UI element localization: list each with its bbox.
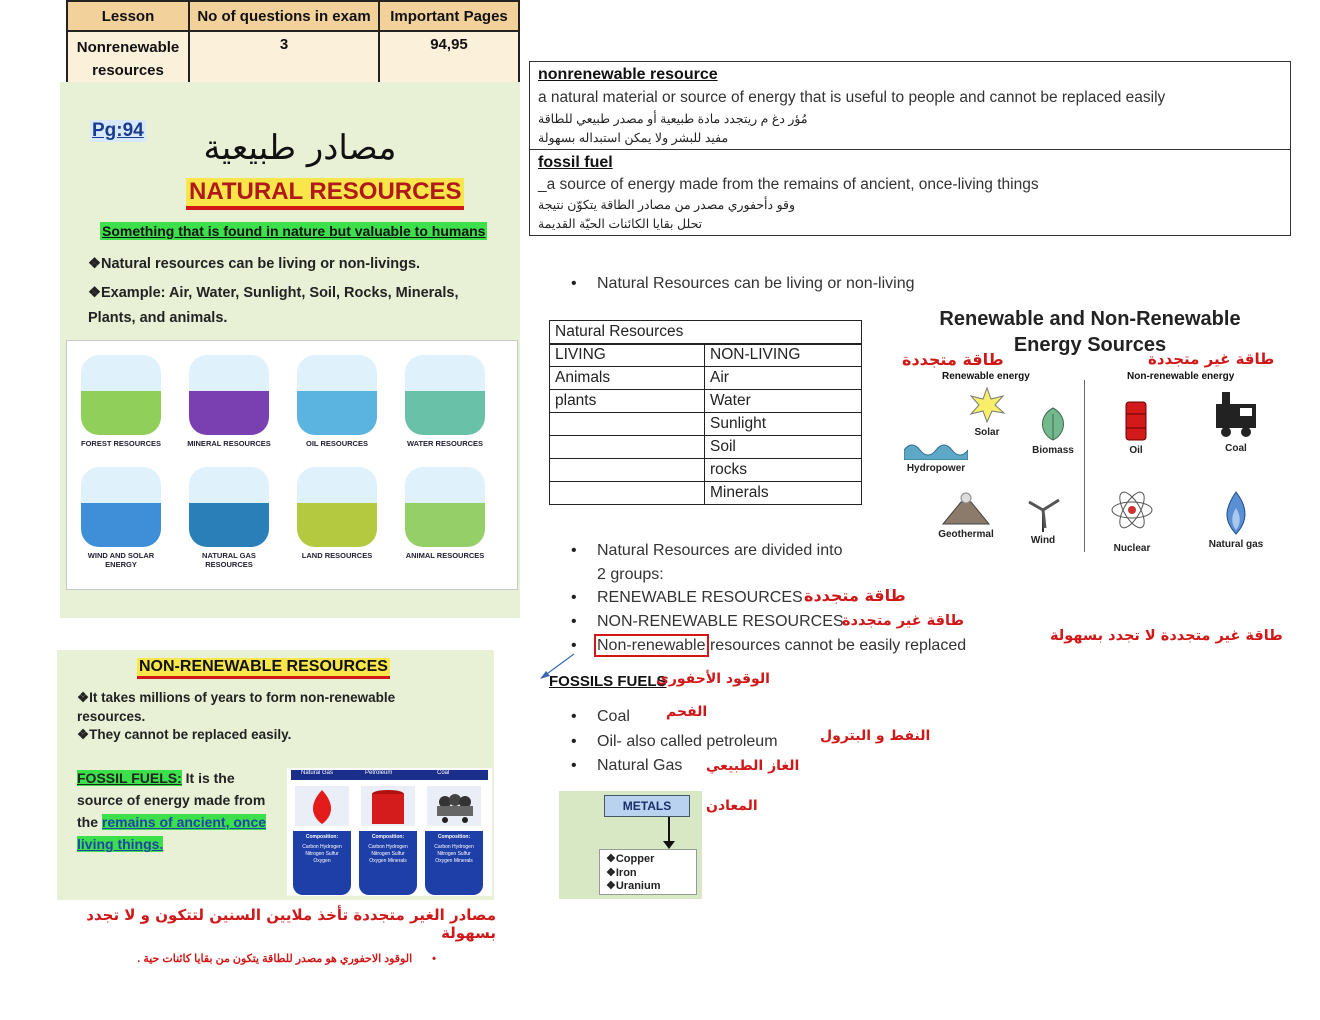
gas-ar: الغاز الطبيعي <box>706 758 800 774</box>
fossil-label: FOSSIL FUELS: <box>77 770 182 786</box>
divided-text: Natural Resources are divided into <box>597 542 843 559</box>
oil-text: Oil- also called petroleum <box>597 733 778 750</box>
wave-icon <box>904 438 968 460</box>
p-millions: ❖It takes millions of years to form non-renewable resources. <box>77 690 396 724</box>
natural-gas-item <box>1200 490 1272 550</box>
resource-label: LAND RESOURCES <box>301 551 373 560</box>
bullet-oil <box>571 733 778 751</box>
metal-item: ❖Copper <box>606 853 655 865</box>
natural-resources-slide <box>60 82 520 618</box>
fossils-heading-ar: الوقود الأحفوري <box>656 671 770 687</box>
label: Biomass <box>1032 445 1074 456</box>
label: Nuclear <box>1113 543 1151 554</box>
bullet-dot: • <box>432 953 436 965</box>
bottom-arabic-1: مصادر الغير متجددة تأخذ ملايين السنين لتتكون و لا تجدد بسهولة <box>86 906 496 942</box>
nr-cell <box>550 413 705 436</box>
cannot-text: resources cannot be easily replaced <box>705 637 967 654</box>
resource-image <box>297 355 377 435</box>
atom-icon <box>1108 480 1156 540</box>
label: Natural gas <box>1208 539 1264 550</box>
renewable-ar: طاقة متجددة <box>804 586 906 605</box>
label: Wind <box>1030 535 1056 546</box>
non-renewable-slide <box>57 650 494 900</box>
nr-cell: Animals <box>550 367 705 390</box>
wind-item <box>1020 498 1066 546</box>
resource-label: ANIMAL RESOURCES <box>405 551 485 560</box>
hydropower-item <box>902 438 970 474</box>
nr-cell <box>550 482 705 505</box>
sun-icon <box>967 386 1007 424</box>
fossils-heading: FOSSILS FUELS <box>549 673 667 690</box>
oil-ar: النفط و البترول <box>820 728 931 744</box>
resource-label: WIND AND SOLAR ENERGY <box>87 551 155 569</box>
bullet-examples: ❖Example: Air, Water, Sunlight, Soil, Rocks, Minerals, Plants, and animals. <box>88 285 459 326</box>
comp-panel <box>359 831 417 895</box>
arabic-title: مصادر طبيعية <box>203 128 397 168</box>
term-nonrenewable: nonrenewable resource <box>538 66 718 83</box>
comp-list: Carbon Hydrogen Nitrogen Sulfur Oxygen Minerals <box>368 844 408 864</box>
fossil-definition <box>77 767 267 855</box>
cell-questions: 3 <box>189 31 379 83</box>
def-nonrenewable: a natural material or source of energy that is useful to people and cannot be replaced easily <box>538 89 1166 106</box>
nr-cell: Air <box>705 367 862 390</box>
coal-text: Coal <box>597 708 630 725</box>
metals-title: METALS <box>604 795 690 817</box>
resource-label: NATURAL GAS RESOURCES <box>202 551 256 569</box>
resource-item <box>401 355 489 448</box>
nonrenewable-title: NON-RENEWABLE RESOURCES <box>137 658 390 679</box>
term-fossil-fuel: fossil fuel <box>538 154 613 171</box>
oil-barrel-icon <box>1123 400 1149 442</box>
nr-table-title: Natural Resources <box>550 321 862 344</box>
bullet-cannot-replace <box>571 637 966 655</box>
metal-item: ❖Uranium <box>606 880 661 892</box>
p-cannot: ❖They cannot be replaced easily. <box>77 727 292 742</box>
cannot-ar: طاقة غير متجددة لا تجدد بسهولة <box>1050 628 1283 644</box>
resource-label: WATER RESOURCES <box>406 439 484 448</box>
resource-item <box>77 355 165 448</box>
label: Coal <box>1225 443 1247 454</box>
nonrenewable-text: NON-RENEWABLE RESOURCES <box>597 613 844 630</box>
nonrenewable-ar: طاقة غير متجددة <box>842 613 965 629</box>
metals-box <box>559 791 702 899</box>
label: Oil <box>1129 445 1143 456</box>
resources-grid <box>66 340 518 590</box>
page-ref: Pg:94 <box>92 120 144 141</box>
gas-text: Natural Gas <box>597 757 683 774</box>
col-label: Petroleum <box>365 770 393 776</box>
bullet-renewable <box>571 589 803 607</box>
nr-cell <box>550 459 705 482</box>
def-fossil-fuel: _a source of energy made from the remains of ancient, once-living things <box>538 176 1039 193</box>
col-label: Coal <box>437 770 450 776</box>
divider-line <box>1084 380 1085 552</box>
wind-turbine-icon <box>1023 498 1063 532</box>
comp-label: Composition: <box>437 834 471 840</box>
fossil-fuels-image <box>287 768 492 896</box>
leaf-icon <box>1036 406 1070 442</box>
arrow-line <box>668 817 670 843</box>
resource-image <box>297 467 377 547</box>
header-pages: Important Pages <box>379 1 519 31</box>
bottom-arabic-2 <box>100 952 436 965</box>
lesson-table <box>66 0 520 84</box>
flame-icon <box>293 786 351 826</box>
definitions-box <box>529 61 1291 236</box>
train-icon <box>1210 388 1262 440</box>
volcano-icon <box>939 492 993 526</box>
coal-cart-icon <box>425 786 483 826</box>
biomass-item <box>1028 406 1078 456</box>
nr-header-living: LIVING <box>550 344 705 367</box>
def-nonrenewable-ar1: مُؤر دغ م ريتجدد مادة طبيعية أو مصدر طبيعي للطاقة <box>538 112 808 126</box>
def-fossil-ar2: تحلل بقايا الكائنات الحيّة القديمة <box>538 217 703 231</box>
nr-cell: Soil <box>705 436 862 459</box>
resource-label: OIL RESOURCES <box>306 439 368 448</box>
coal-column <box>425 786 483 890</box>
bottom-arabic-2-text: الوقود الاحفوري هو مصدر للطاقة يتكون من بقايا كائنات حية . <box>137 953 413 965</box>
nr-cell: Water <box>705 390 862 413</box>
coal-ar: الفحم <box>666 704 708 720</box>
resource-item <box>185 355 273 448</box>
def-nonrenewable-ar2: مفيد للبشر ولا يمكن استبداله بسهولة <box>538 131 729 145</box>
comp-panel <box>293 831 351 895</box>
nr-header-nonliving: NON-LIVING <box>705 344 862 367</box>
metals-ar: المعادن <box>706 798 758 814</box>
label: Hydropower <box>906 463 966 474</box>
bullet-divided <box>571 542 842 560</box>
nr-cell: plants <box>550 390 705 413</box>
nonrenew-ar-label: طاقة غير متجددة <box>1148 350 1275 368</box>
bullet-nonrenewable <box>571 613 844 631</box>
geothermal-item <box>934 492 998 540</box>
comp-label: Composition: <box>305 834 339 840</box>
energy-title-2: Energy Sources <box>1013 334 1167 356</box>
divider <box>530 149 1290 150</box>
fossil-link: remains of ancient, once living things. <box>77 814 267 852</box>
nuclear-item <box>1106 480 1158 554</box>
solar-item <box>964 386 1010 438</box>
resource-label: FOREST RESOURCES <box>80 439 161 448</box>
energy-sources-diagram <box>900 302 1292 554</box>
energy-title-1: Renewable and Non-Renewable <box>939 308 1241 330</box>
comp-list: Carbon Hydrogen Nitrogen Sulfur Oxygen <box>302 844 342 864</box>
natural-resources-title: NATURAL RESOURCES <box>186 178 464 210</box>
def-fossil-ar1: وقو دأحفوري مصدر من مصادر الطاقة يتكوّن نتيجة <box>538 198 796 212</box>
comp-panel <box>425 831 483 895</box>
resource-image <box>405 467 485 547</box>
definition-highlight: Something that is found in nature but valuable to humans <box>102 223 486 239</box>
resource-item <box>185 467 273 569</box>
label: Geothermal <box>938 529 994 540</box>
label: Solar <box>974 427 1000 438</box>
resource-item <box>401 467 489 560</box>
resource-image <box>81 467 161 547</box>
coal-item <box>1208 388 1264 454</box>
metals-list <box>599 849 697 895</box>
resource-label: MINERAL RESOURCES <box>187 439 271 448</box>
bullet-coal <box>571 708 630 726</box>
divided-line2: 2 groups: <box>597 566 664 583</box>
nr-cell <box>550 436 705 459</box>
flame-icon <box>1221 490 1251 536</box>
bullet-living: ❖Natural resources can be living or non-livings. <box>88 256 421 272</box>
resource-image <box>81 355 161 435</box>
resource-item <box>293 355 381 448</box>
nr-cell: Minerals <box>705 482 862 505</box>
resource-item <box>77 467 165 569</box>
cell-lesson: Nonrenewable resources <box>67 31 189 83</box>
resource-image <box>189 355 269 435</box>
header-lesson: Lesson <box>67 1 189 31</box>
fossil-text: It is the source of energy made from the <box>77 770 266 830</box>
nr-cell: rocks <box>705 459 862 482</box>
renew-label: Renewable energy <box>942 371 1030 382</box>
renewable-text: RENEWABLE RESOURCES <box>597 589 803 606</box>
oil-item <box>1114 400 1158 456</box>
resource-item <box>293 467 381 560</box>
gas-column <box>293 786 351 890</box>
arrow-down-icon <box>663 841 675 849</box>
nonrenew-label: Non-renewable energy <box>1127 371 1235 382</box>
nr-cell: Sunlight <box>705 413 862 436</box>
resource-image <box>405 355 485 435</box>
oil-barrel-icon <box>359 786 417 826</box>
bullet-gas <box>571 757 682 775</box>
bullet-can-be-living: • Natural Resources can be living or non-living <box>571 275 915 293</box>
renew-ar-label: طاقة متجددة <box>902 350 1004 369</box>
resource-image <box>189 467 269 547</box>
comp-label: Composition: <box>371 834 405 840</box>
cell-pages: 94,95 <box>379 31 519 83</box>
petroleum-column <box>359 786 417 890</box>
header-questions: No of questions in exam <box>189 1 379 31</box>
nonrenewable-boxed: Non-renewable <box>597 637 706 654</box>
comp-list: Carbon Hydrogen Nitrogen Sulfur Oxygen Minerals <box>434 844 474 864</box>
metal-item: ❖Iron <box>606 866 637 879</box>
col-label: Natural Gas <box>301 770 334 776</box>
nr-living-table <box>549 320 862 505</box>
